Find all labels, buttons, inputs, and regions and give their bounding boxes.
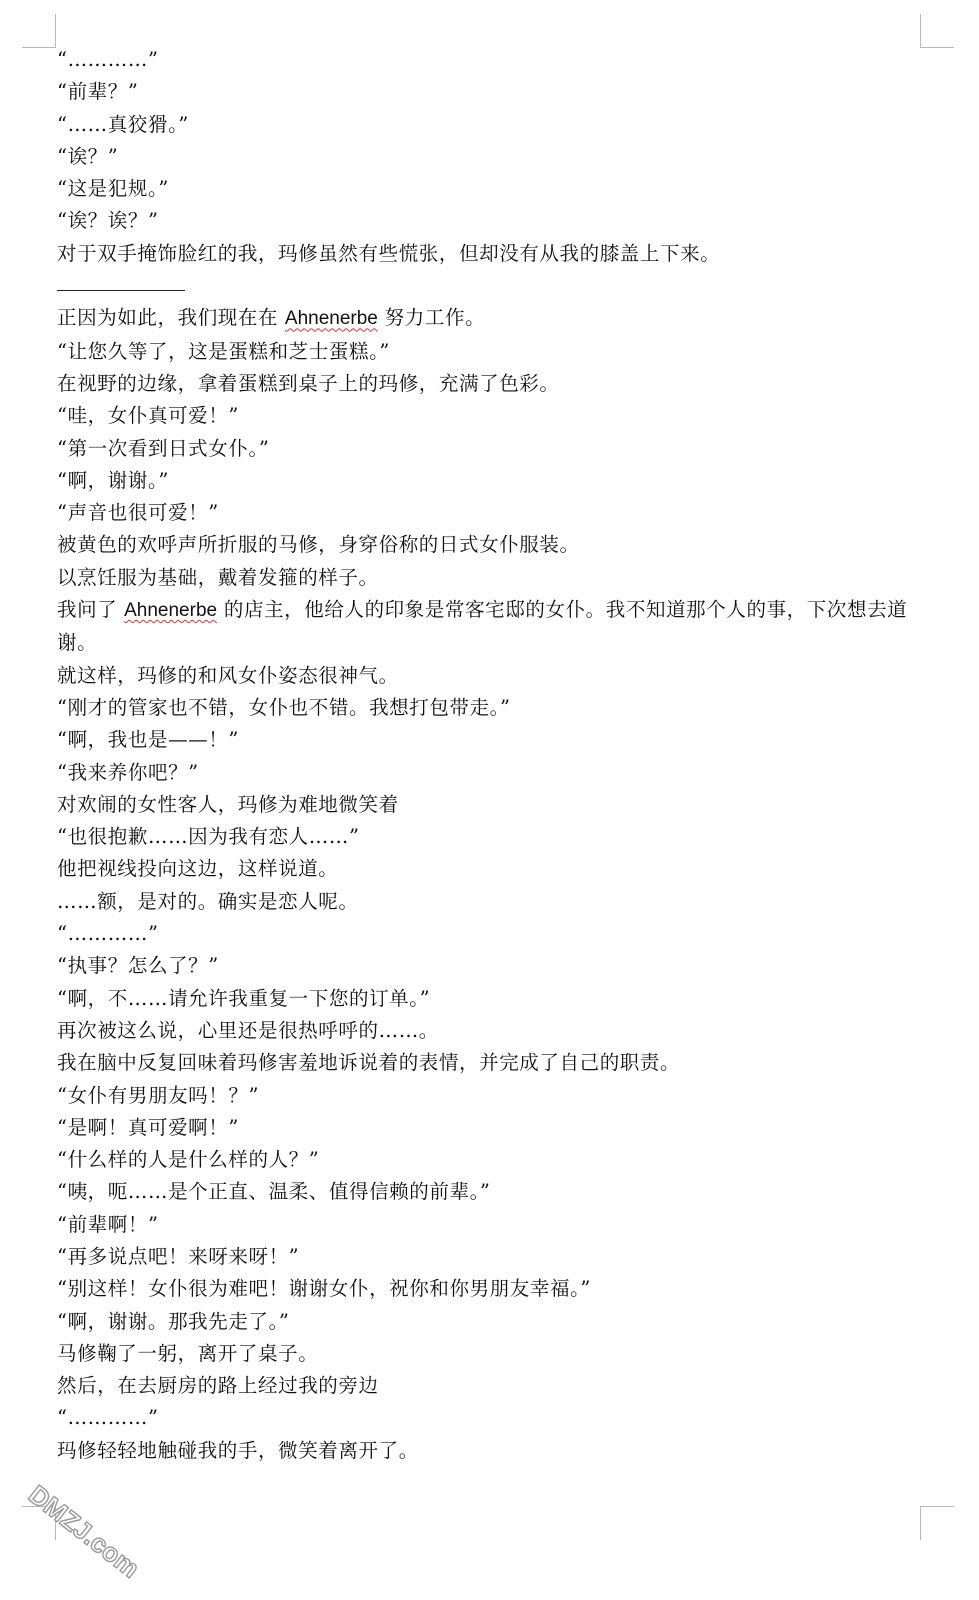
text-line: “…………” xyxy=(57,48,159,71)
section-divider xyxy=(57,270,927,302)
text-line: “这是犯规。” xyxy=(57,177,169,201)
text-line: “前辈？” xyxy=(57,80,139,104)
dmzj-watermark-logo xyxy=(8,1470,146,1584)
text-line: 就这样，玛修的和风女仆姿态很神气。 xyxy=(57,663,399,687)
text-line: 以烹饪服为基础，戴着发箍的样子。 xyxy=(57,565,379,589)
text-line: “啊，谢谢。” xyxy=(57,468,169,492)
text-line: “执事？怎么了？” xyxy=(57,954,219,978)
page-corner-mark-bottom-right xyxy=(920,1506,954,1540)
text-fragment: 的店主，他给人的印象是常客宅邸的女仆。我不知道那个人的事，下次想去道谢。 xyxy=(57,598,908,655)
text-line: “我来养你吧？” xyxy=(57,760,199,784)
text-line: 对欢闹的女性客人，玛修为难地微笑着 xyxy=(57,792,399,816)
text-line: 对于双手掩饰脸红的我，玛修虽然有些慌张，但却没有从我的膝盖上下来。 xyxy=(57,241,721,265)
text-line: “啊，我也是——！” xyxy=(57,728,239,752)
spellcheck-word: Ahnenerbe xyxy=(284,308,378,330)
text-line: “…………” xyxy=(57,922,159,946)
text-line xyxy=(57,302,927,335)
text-line: “哇，女仆真可爱！” xyxy=(57,404,239,428)
text-line: 玛修轻轻地触碰我的手，微笑着离开了。 xyxy=(57,1438,419,1462)
text-line: “啊，不……请允许我重复一下您的订单。” xyxy=(57,986,431,1010)
text-line: 马修鞠了一躬，离开了桌子。 xyxy=(57,1341,319,1365)
text-line: “啊，谢谢。那我先走了。” xyxy=(57,1309,290,1333)
watermark-text: DMZJ.com xyxy=(23,1479,146,1584)
text-line: 然后，在去厨房的路上经过我的旁边 xyxy=(57,1374,379,1398)
text-fragment: 我问了 xyxy=(57,598,125,622)
text-line: 他把视线投向这边，这样说道。 xyxy=(57,857,339,881)
divider-rule xyxy=(57,290,185,291)
text-line: “诶？诶？” xyxy=(57,209,159,233)
text-line: “也很抱歉……因为我有恋人……” xyxy=(57,825,360,849)
text-line: “女仆有男朋友吗！？” xyxy=(57,1083,260,1107)
text-line: “什么样的人是什么样的人？” xyxy=(57,1148,320,1172)
text-line: “刚才的管家也不错，女仆也不错。我想打包带走。” xyxy=(57,695,511,719)
text-fragment: 正因为如此，我们现在在 xyxy=(57,306,285,330)
text-line: “诶？” xyxy=(57,144,119,168)
text-line: 被黄色的欢呼声所折服的马修，身穿俗称的日式女仆服装。 xyxy=(57,533,580,557)
page-corner-mark-top-right xyxy=(920,14,954,48)
document-body xyxy=(57,44,927,1467)
spellcheck-word: Ahnenerbe xyxy=(124,600,218,622)
text-line xyxy=(57,594,927,660)
text-line: “声音也很可爱！” xyxy=(57,501,219,525)
page-corner-mark-top-left xyxy=(22,14,56,48)
text-line: “第一次看到日式女仆。” xyxy=(57,436,270,460)
text-line: 我在脑中反复回味着玛修害羞地诉说着的表情，并完成了自己的职责。 xyxy=(57,1051,681,1075)
text-line: “是啊！真可爱啊！” xyxy=(57,1115,239,1139)
text-line: “让您久等了，这是蛋糕和芝士蛋糕。” xyxy=(57,339,390,363)
text-line: “……真狡猾。” xyxy=(57,112,189,136)
text-line: “咦，呃……是个正直、温柔、值得信赖的前辈。” xyxy=(57,1180,491,1204)
text-line: “前辈啊！” xyxy=(57,1212,159,1236)
text-fragment: 努力工作。 xyxy=(377,306,486,330)
text-line: “…………” xyxy=(57,1406,159,1430)
text-line: “再多说点吧！来呀来呀！” xyxy=(57,1244,300,1268)
text-line: 再次被这么说，心里还是很热呼呼的……。 xyxy=(57,1018,439,1042)
text-line: 在视野的边缘，拿着蛋糕到桌子上的玛修，充满了色彩。 xyxy=(57,371,560,395)
text-line: ……额，是对的。确实是恋人呢。 xyxy=(57,889,359,913)
text-line: “别这样！女仆很为难吧！谢谢女仆，祝你和你男朋友幸福。” xyxy=(57,1277,591,1301)
